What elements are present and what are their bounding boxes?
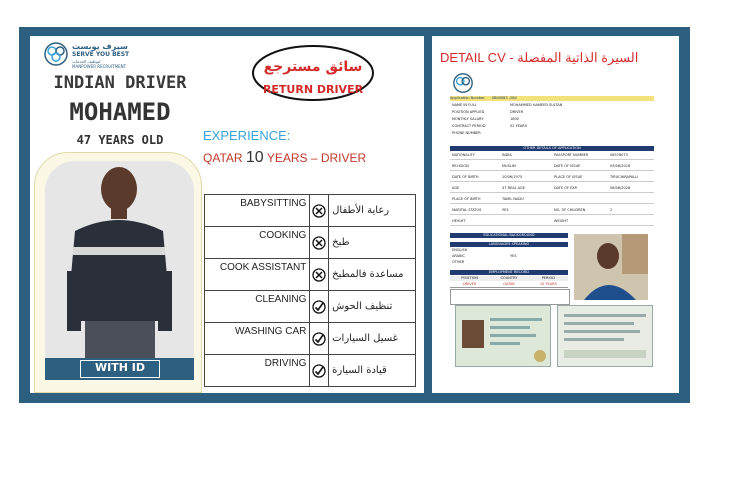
- cv-field-row: [450, 103, 654, 109]
- skill-arabic: تنظيف الحوش: [329, 291, 416, 323]
- cv-emp-c1: DRIVER: [463, 282, 477, 286]
- id-card-back-illustration: [558, 306, 652, 366]
- cv-field-label: NAME IN FULL: [452, 103, 477, 107]
- cv-lang-row: [450, 260, 568, 266]
- experience-label: EXPERIENCE:: [203, 128, 291, 143]
- cv-field-label: POSITION APPLIED: [452, 110, 485, 114]
- cv-field-label: CONTRACT PERIOD: [452, 124, 486, 128]
- cv-lang-value: YES: [510, 254, 517, 258]
- skill-english: DRIVING: [205, 355, 310, 387]
- cv-detail-cell: TIRUCHIRAPALLI: [610, 175, 639, 179]
- skill-row: [205, 291, 416, 323]
- cv-lang-name: OTHER: [452, 260, 465, 264]
- profile-name: MOHAMED: [69, 98, 171, 126]
- skill-english: CLEANING: [205, 291, 310, 323]
- cv-detail-cell: 2: [610, 208, 613, 212]
- cv-detail-cell: PLACE OF BIRTH: [452, 197, 481, 201]
- cv-field-label: PHONE NUMBER: [452, 131, 481, 135]
- check-circle-icon: [310, 355, 329, 387]
- cv-lang-name: ENGLISH: [452, 248, 468, 252]
- cv-emp-row: [450, 282, 568, 288]
- cv-field-label: MONTHLY SALARY: [452, 117, 484, 121]
- skill-row: [205, 195, 416, 227]
- stamp-arabic: سائق مسترجع: [263, 59, 363, 75]
- cv-field-row: [450, 117, 654, 123]
- cv-detail-cell: DATE OF EXP.: [554, 186, 578, 190]
- cv-logo-icon: [452, 72, 474, 94]
- cv-detail-cell: DATE OF ISSUE: [554, 164, 581, 168]
- cv-detail-cell: WEIGHT: [554, 219, 569, 223]
- cv-detail-cell: INDIA: [502, 153, 512, 157]
- cv-emp-h3: PERIOD: [541, 276, 555, 280]
- cv-detail-cell: MARITAL STATUS: [452, 208, 482, 212]
- cv-detail-cell: AGE: [452, 186, 460, 190]
- cv-detail-cell: MUSLIM: [502, 164, 516, 168]
- cv-detail-cell: YES: [502, 208, 509, 212]
- cv-detail-cell: RELIGION: [452, 164, 469, 168]
- experience-value: [203, 149, 366, 167]
- cv-detail-cell: HEIGHT: [452, 219, 466, 223]
- logo-english: SERVE YOU BEST: [72, 51, 130, 58]
- cv-title: DETAIL CV - السيرة الذاتية المفصلة: [440, 50, 639, 65]
- cv-person-illustration: [574, 234, 648, 300]
- cv-detail-cell: PASSPORT NUMBER: [554, 153, 589, 157]
- experience-country: QATAR: [203, 151, 243, 165]
- cv-detail-cell: S8578073: [610, 153, 628, 157]
- cv-field-value: 1800: [510, 117, 519, 121]
- id-card-back: [557, 305, 653, 367]
- cv-detail-cell: NO. OF CHILDREN: [554, 208, 586, 212]
- cv-detail-row: [450, 153, 654, 160]
- skill-row: [205, 259, 416, 291]
- cv-detail-row: [450, 164, 654, 171]
- skill-english: COOK ASSISTANT: [205, 259, 310, 291]
- cross-circle-icon: [310, 227, 329, 259]
- cv-detail-cell: DATE OF BIRTH: [452, 175, 479, 179]
- cv-detail-cell: 09/08/2018: [610, 164, 631, 168]
- cv-detail-cell: 08/08/2028: [610, 186, 631, 190]
- cv-other-details: OTHER DETAILS OF APPLICATION: [450, 146, 654, 151]
- cv-detail-cell: TAMIL NADU: [502, 197, 524, 201]
- cv-field-value: 02 YEARS: [510, 124, 527, 128]
- id-badge-label: WITH ID: [95, 361, 145, 374]
- cv-field-row: [450, 124, 654, 130]
- skill-row: [205, 355, 416, 387]
- skill-english: COOKING: [205, 227, 310, 259]
- return-driver-stamp: [250, 43, 376, 103]
- profile-age: 47 YEARS OLD: [76, 133, 164, 147]
- logo-mark-icon: [44, 42, 68, 66]
- skill-row: [205, 227, 416, 259]
- id-card-front-illustration: [456, 306, 550, 366]
- cross-circle-icon: [310, 259, 329, 291]
- cv-field-row: [450, 110, 654, 116]
- cv-photo: [574, 234, 648, 300]
- id-ribbon: [45, 358, 194, 380]
- cv-detail-cell: NATIONALITY: [452, 153, 475, 157]
- skill-arabic: طبخ: [329, 227, 416, 259]
- person-illustration: [45, 161, 194, 378]
- cv-emp-c2: QATAR: [503, 282, 515, 286]
- candidate-photo: [45, 161, 194, 378]
- cv-app-number-label: Application Number: [450, 96, 485, 100]
- company-logo: [44, 42, 134, 70]
- cv-field-value: MOHAMMED HAMEED SULTAN: [510, 103, 563, 107]
- cv-field-value: DRIVER: [510, 110, 524, 114]
- cv-employment: EMPLOYMENT RECORD: [450, 270, 568, 275]
- skill-row: [205, 323, 416, 355]
- cv-detail-row: [450, 197, 654, 204]
- cv-detail-row: [450, 186, 654, 193]
- cv-emp-c3: 10 YEARS: [539, 282, 557, 286]
- logo-sub2: MANPOWER RECRUITMENT: [72, 64, 127, 69]
- check-circle-icon: [310, 291, 329, 323]
- cv-detail-cell: PLACE OF ISSUE: [554, 175, 583, 179]
- skills-table: [204, 194, 416, 387]
- experience-years: 10: [245, 149, 264, 166]
- skill-english: BABYSITTING: [205, 195, 310, 227]
- skill-arabic: مساعدة فالمطبخ: [329, 259, 416, 291]
- experience-suffix: YEARS – DRIVER: [266, 151, 367, 165]
- cv-education: EDUCATIONAL BACKGROUND: [450, 233, 568, 238]
- cv-app-number: SB00583 -284: [491, 96, 517, 100]
- check-circle-icon: [310, 323, 329, 355]
- skill-arabic: رعاية الأطفال: [329, 195, 416, 227]
- cv-lang-name: ARABIC: [452, 254, 465, 258]
- skill-arabic: قيادة السيارة: [329, 355, 416, 387]
- id-card-front: [455, 305, 551, 367]
- cv-detail-row: [450, 208, 654, 215]
- cv-emp-header: [450, 276, 568, 281]
- cv-field-row: [450, 131, 654, 137]
- cv-detail-row: [450, 219, 654, 226]
- cv-detail-cell: 47 REAL AGE: [502, 186, 525, 190]
- cv-emp-h1: POSITION: [461, 276, 478, 280]
- logo-arabic: سيرف يوبست: [72, 42, 128, 51]
- cv-detail-row: [450, 175, 654, 182]
- profile-title: INDIAN DRIVER: [53, 73, 187, 93]
- cv-emp-blank: [450, 289, 570, 305]
- cross-circle-icon: [310, 195, 329, 227]
- skill-english: WASHING CAR: [205, 323, 310, 355]
- logo-sub: لتوظيف الخدمات: [72, 59, 101, 64]
- cv-emp-h2: COUNTRY: [500, 276, 518, 280]
- stamp-english: RETURN DRIVER: [262, 83, 364, 96]
- cv-languages: LANGUAGES SPEAKING: [450, 242, 568, 247]
- skill-arabic: غسيل السيارات: [329, 323, 416, 355]
- cv-detail-cell: 10/06/1975: [502, 175, 523, 179]
